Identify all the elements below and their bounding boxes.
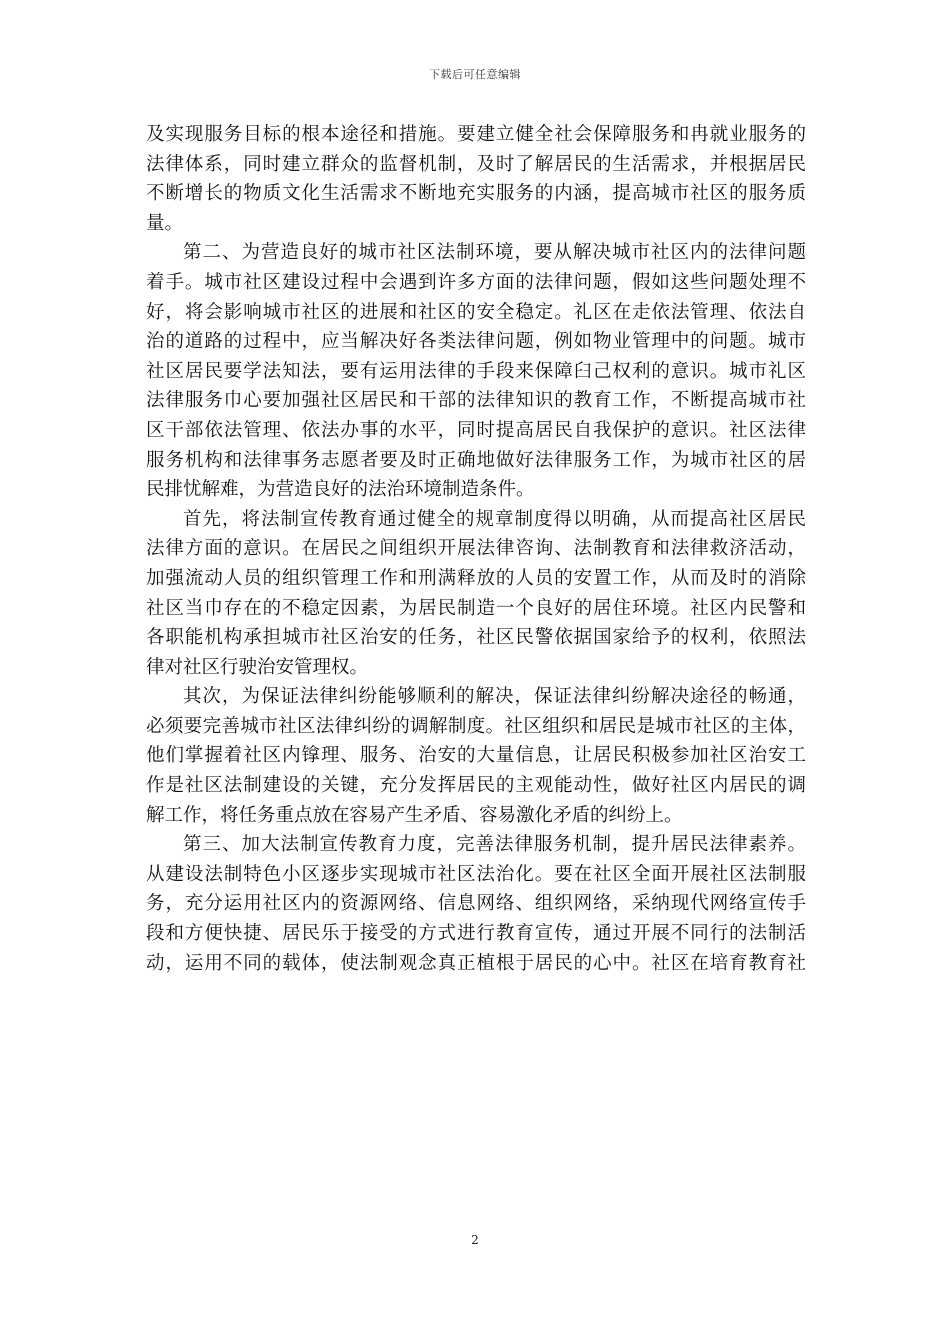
text-line: 作是社区法制建设的关键，充分发挥居民的主观能动性，做好社区内居民的调 <box>146 775 806 797</box>
text-line: 从建设法制特色小区逐步实现城市社区法治化。要在社区全面开展社区法制服 <box>146 863 806 885</box>
text-line: 不断增长的物质文化生活需求不断地充实服务的内涵，提高城市社区的服务质 <box>146 183 806 205</box>
paragraph <box>146 505 806 683</box>
text-line: 区干部依法管理、依法办事的水平，同时提高居民自我保护的意识。社区法律 <box>146 419 806 441</box>
text-line: 民排忧解难，为营造良好的法治环境制造条件。 <box>146 479 535 501</box>
page-number: 2 <box>471 1233 479 1247</box>
paragraph <box>146 830 806 978</box>
text-line: 各职能机构承担城市社区治安的任务，社区民警依据国家给予的权利，依照法 <box>146 627 806 649</box>
text-line: 社区居民要学法知法，要有运用法律的手段来保障臼己权利的意识。城市礼区 <box>146 360 806 382</box>
text-line: 律对社区行驶治安管理权。 <box>146 656 369 678</box>
text-line: 他们掌握着社区内镎理、服务、治安的大量信息，让居民积极参加社区治安工 <box>146 745 806 767</box>
text-line: 好，将会影响城市社区的进展和社区的安全稳定。礼区在走依法管理、依法自 <box>146 301 806 323</box>
text-line: 法律服务巾心要加强社区居民和干部的法律知识的教育工作，不断提高城市社 <box>146 390 806 412</box>
text-line: 加强流动人员的组织管理工作和刑满释放的人员的安置工作，从而及时的消除 <box>146 567 806 589</box>
text-line: 动，运用不同的载体，使法制观念真正植根于居民的心中。社区在培育教育社 <box>146 952 806 974</box>
text-line: 法律体系，同时建立群众的监督机制，及时了解居民的生活需求，并根据居民 <box>146 153 806 175</box>
text-line: 必须要完善城市社区法律纠纷的调解制度。社区组织和居民是城市社区的主体， <box>146 715 806 737</box>
text-line: 段和方便快捷、居民乐于接受的方式进行教育宣传，通过开展不同行的法制活 <box>146 923 806 945</box>
text-line: 首先，将法制宣传教育通过健全的规章制度得以明确，从而提高社区居民 <box>183 508 806 530</box>
text-line: 解工作，将任务重点放在容易产生矛盾、容易激化矛盾的纠纷上。 <box>146 804 683 826</box>
document-body <box>146 120 806 978</box>
text-line: 法律方面的意识。在居民之间组织开展法律咨询、法制教育和法律救济活动， <box>146 538 806 560</box>
paragraph <box>146 120 806 238</box>
text-line: 社区当巾存在的不稳定因素，为居民制造一个良好的居住环境。社区内民警和 <box>146 597 806 619</box>
text-line: 着手。城市社区建设过程中会遇到许多方面的法律问题，假如这些问题处理不 <box>146 271 806 293</box>
text-line: 第二、为营造良好的城市社区法制环境，要从解决城市社区内的法律问题 <box>183 242 806 264</box>
text-line: 及实现服务目标的根本途径和措施。要建立健全社会保障服务和冉就业服务的 <box>146 124 806 145</box>
paragraph <box>146 238 806 504</box>
text-line: 量。 <box>146 212 184 234</box>
page-header: 下载后可任意编辑 <box>429 68 521 81</box>
text-line: 服务机构和法律事务志愿者要及时正确地做好法律服务工作，为城市社区的居 <box>146 449 806 471</box>
text-line: 第三、加大法制宣传教育力度，完善法律服务机制，提升居民法律素养。 <box>183 834 806 856</box>
text-line: 其次，为保证法律纠纷能够顺利的解决，保证法律纠纷解决途径的畅通， <box>183 686 806 708</box>
text-line: 治的道路的过程中，应当解决好各类法律问题，例如物业管理中的问题。城市 <box>146 331 806 353</box>
text-line: 务，充分运用社区内的资源网络、信息网络、组织网络，采纳现代网络宣传手 <box>146 893 806 915</box>
paragraph <box>146 682 806 830</box>
